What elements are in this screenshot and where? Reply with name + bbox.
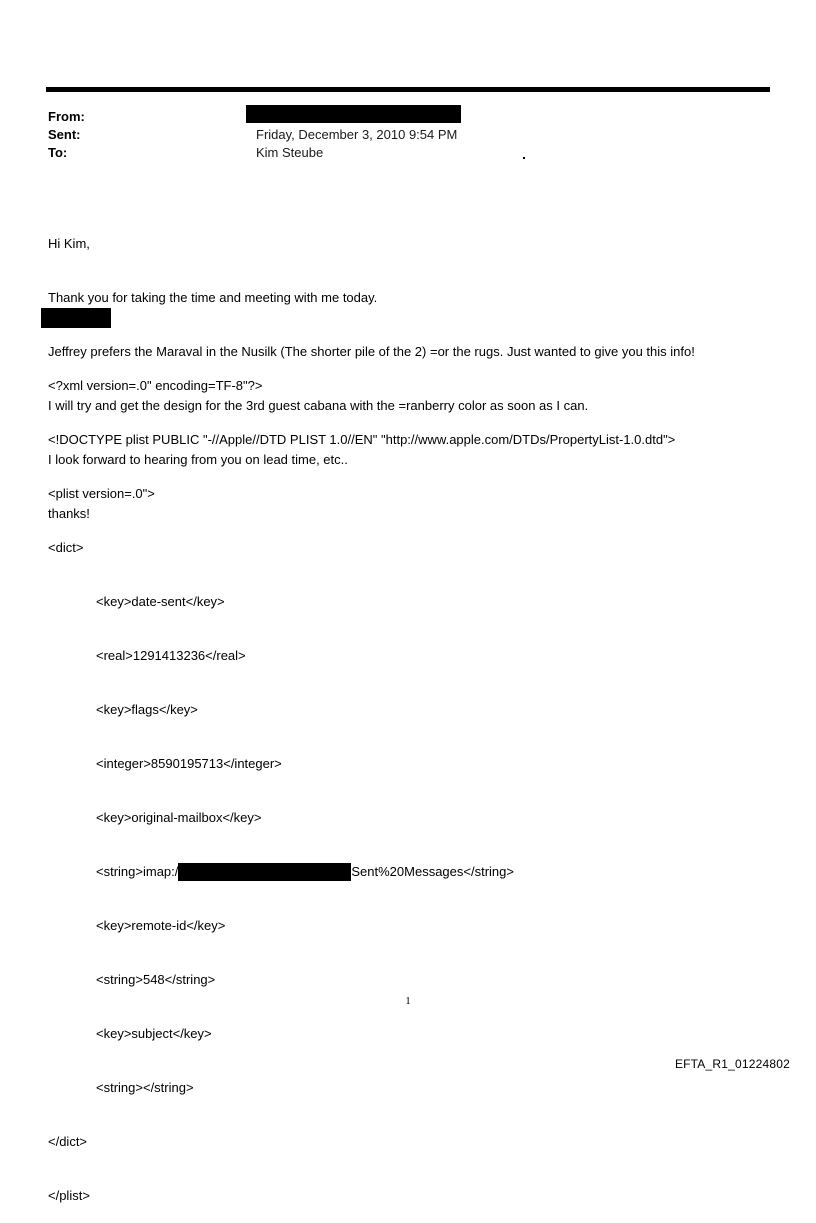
to-value: Kim Steube <box>256 145 324 160</box>
dict-close-tag: </dict> <box>48 1134 88 1149</box>
document-id: EFTA_R1_01224802 <box>674 1057 790 1071</box>
doctype-line: <!DOCTYPE plist PUBLIC "-//Apple//DTD PLIST 1.0//EN" "http://www.apple.com/DTDs/PropertyList-1.0.dtd"> <box>48 432 676 447</box>
plist-entry: <key>flags</key> <box>96 702 198 717</box>
body-line: thanks! <box>48 506 90 521</box>
body-line: Thank you for taking the time and meeting with me today. <box>48 290 378 305</box>
body-line: Jeffrey prefers the Maraval in the Nusilk (The shorter pile of the 2) =or the rugs. Just wanted to give you this info! <box>48 344 695 359</box>
xml-declaration: <?xml version=.0" encoding=TF-8"?> <box>48 378 263 393</box>
imap-redaction <box>178 863 351 881</box>
plist-entry: <key>date-sent</key> <box>96 594 225 609</box>
imap-suffix: Sent%20Messages</string> <box>351 864 514 879</box>
plist-entry: <string></string> <box>96 1080 194 1095</box>
plist-entry: <key>remote-id</key> <box>96 918 226 933</box>
plist-entry: <key>original-mailbox</key> <box>96 810 262 825</box>
from-redaction <box>246 105 461 123</box>
body-line: Hi Kim, <box>48 236 90 251</box>
plist-entry: <key>subject</key> <box>96 1026 212 1041</box>
stray-mark <box>523 157 525 159</box>
header-rule <box>46 87 770 92</box>
plist-entry: <integer>8590195713</integer> <box>96 756 282 771</box>
plist-open-tag: <plist version=.0"> <box>48 486 155 501</box>
dict-open-tag: <dict> <box>48 540 84 555</box>
body-line: I will try and get the design for the 3rd guest cabana with the =ranberry color as soon as I can. <box>48 398 589 413</box>
imap-prefix: <string>imap:/ <box>96 864 179 879</box>
to-label: To: <box>48 145 68 160</box>
signature-redaction <box>41 308 111 328</box>
imap-string-line <box>48 863 675 881</box>
from-label: From: <box>48 109 85 124</box>
plist-entry: <real>1291413236</real> <box>96 648 246 663</box>
sent-value: Friday, December 3, 2010 9:54 PM <box>256 127 458 142</box>
plist-entry: <string>548</string> <box>96 972 216 987</box>
body-line: I look forward to hearing from you on lead time, etc.. <box>48 452 348 467</box>
page-number: 1 <box>405 995 411 1007</box>
plist-close-tag: </plist> <box>48 1188 90 1203</box>
sent-label: Sent: <box>48 127 81 142</box>
plist-block <box>48 341 675 1223</box>
